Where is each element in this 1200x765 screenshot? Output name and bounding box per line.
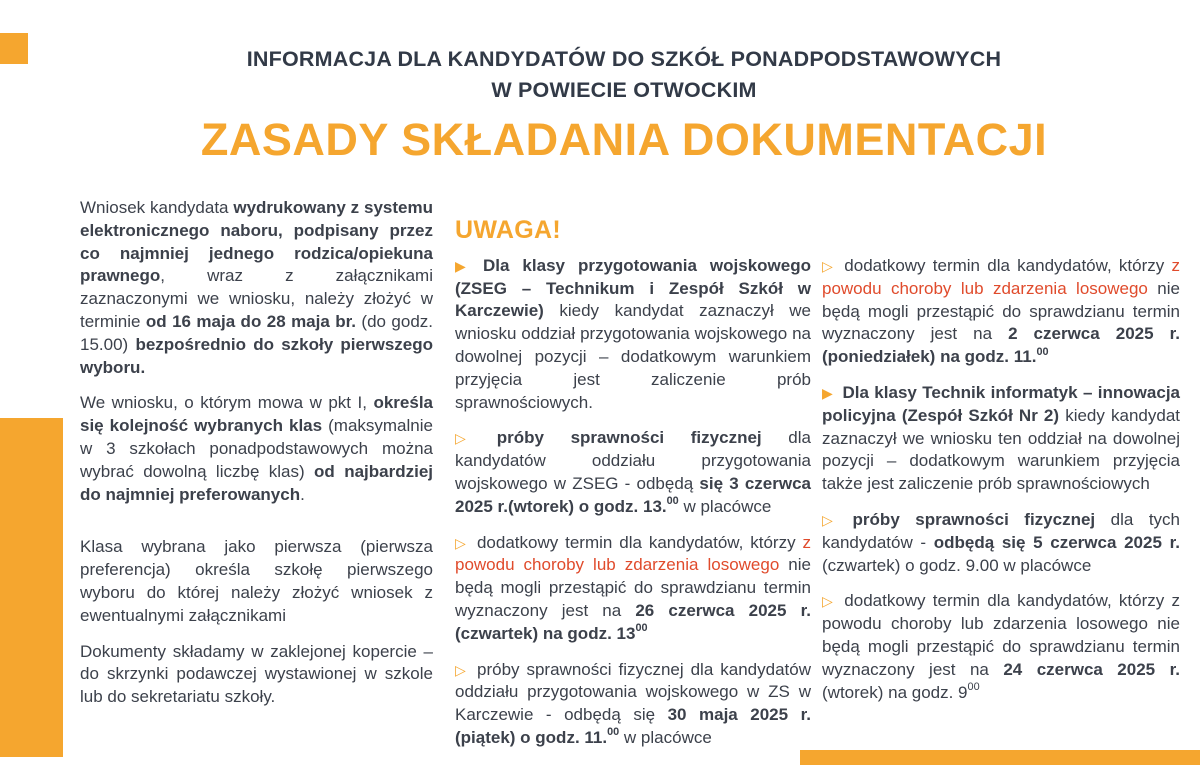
document-header <box>0 44 1200 106</box>
paragraph-wniosek: Wniosek kandydata wydrukowany z systemu elektronicznego naboru, podpisany przez co najmniej jednego rodzica/opiekuna prawnego, wraz z załącznikami zaznaczonymi we wniosku, należy złożyć w terminie od 16 maja do 28 maja br. (do godz. 15.00) bezpośrednio do szkoły pierwszego wyboru. <box>80 198 434 377</box>
bullet-item <box>822 255 1180 369</box>
middle-column <box>455 216 812 763</box>
hollow-triangle-icon: ▷ <box>822 258 836 274</box>
header-line-1: INFORMACJA DLA KANDYDATÓW DO SZKÓŁ PONADPODSTAWOWYCH <box>246 47 1002 71</box>
bullet-item <box>455 255 811 415</box>
hollow-triangle-icon: ▷ <box>455 661 468 678</box>
hollow-triangle-icon: ▷ <box>822 511 844 528</box>
bullet-text: próby sprawności fizycznej dla kandydatów oddziału przygotowania wojskowego w ZSEG - odbędą się 3 czerwca 2025 r.(wtorek) o godz. 13.00 w placówce <box>455 428 811 516</box>
left-column <box>80 197 433 722</box>
bullet-text: Dla klasy Technik informatyk – innowacja policyjna (Zespół Szkół Nr 2) kiedy kandydat zaznaczył we wniosku ten oddział na dowolnej pozycji – dodatkowym warunkiem przyjęcia także jest zaliczenie prób sprawnościowych <box>822 382 1180 494</box>
filled-triangle-icon: ▶ <box>822 384 834 401</box>
bullet-item <box>822 382 1180 496</box>
hollow-triangle-icon: ▷ <box>822 593 836 610</box>
paragraph-klasa-pierwsza: Klasa wybrana jako pierwsza (pierwsza preferencja) określa szkołę pierwszego wyboru do której należy złożyć wniosek z ewentualnymi załącznikami <box>80 537 433 625</box>
bullet-text: dodatkowy termin dla kandydatów, którzy z powodu choroby lub zdarzenia losowego nie będą mogli przestąpić do sprawdzianu termin wyznaczony jest na 2 czerwca 2025 r. (poniedziałek) na godz. 11.00 <box>822 256 1180 367</box>
bullet-item <box>455 532 811 646</box>
decoration-bottom-right-bar <box>800 750 1200 765</box>
uwaga-heading: UWAGA! <box>455 216 561 244</box>
paragraph-dokumenty: Dokumenty składamy w zaklejonej kopercie – do skrzynki podawczej wystawionej w szkole lub do sekretariatu szkoły. <box>80 641 433 707</box>
decoration-left-bar <box>0 418 63 757</box>
filled-triangle-icon: ▶ <box>455 257 475 274</box>
bullet-text: próby sprawności fizycznej dla kandydatów oddziału przygotowania wojskowego w ZS w Karczewie - odbędą się 30 maja 2025 r. (piątek) o godz. 11.00 w placówce <box>455 659 812 747</box>
bullet-text: dodatkowy termin dla kandydatów, którzy z powodu choroby lub zdarzenia losowego nie będą mogli przestąpić do sprawdzianu termin wyznaczony jest na 26 czerwca 2025 r. (czwartek) na godz. $13^{00}$ <box>455 532 811 643</box>
bullet-item <box>455 427 811 518</box>
header-line-2: W POWIECIE OTWOCKIM <box>491 78 757 102</box>
page-title: ZASADY SKŁADANIA DOKUMENTACJI <box>200 114 1048 165</box>
bullet-text: Dla klasy przygotowania wojskowego (ZSEG – Technikum i Zespół Szkół w Karczewie) kiedy kandydat zaznaczył we wniosku oddział przygotowania wojskowego na dowolnej pozycji – dodatkowym warunkiem przyjęcia jest zaliczenie prób sprawnościowych. <box>455 255 811 412</box>
bullet-text: dodatkowy termin dla kandydatów, którzy z powodu choroby lub zdarzenia losowego nie będą mogli przestąpić do sprawdzianu termin wyznaczony jest na 24 czerwca 2025 r. (wtorek) na godz. $9^{00}$ <box>822 591 1180 702</box>
bullet-item <box>822 590 1180 704</box>
bullet-text: próby sprawności fizycznej dla tych kandydatów - odbędą się 5 czerwca 2025 r. (czwartek) o godz. 9.00 w placówce <box>822 509 1181 575</box>
bullet-item <box>822 509 1180 577</box>
paragraph-kolejnosc: We wniosku, o którym mowa w pkt I, określa się kolejność wybranych klas (maksymalnie w 3 szkołach ponadpodstawowych można wybrać dowolną liczbę klas) od najbardziej do najmniej preferowanych. <box>80 393 433 504</box>
bullet-item <box>455 659 811 750</box>
hollow-triangle-icon: ▷ <box>455 534 468 551</box>
right-column <box>822 255 1180 717</box>
hollow-triangle-icon: ▷ <box>455 430 488 447</box>
